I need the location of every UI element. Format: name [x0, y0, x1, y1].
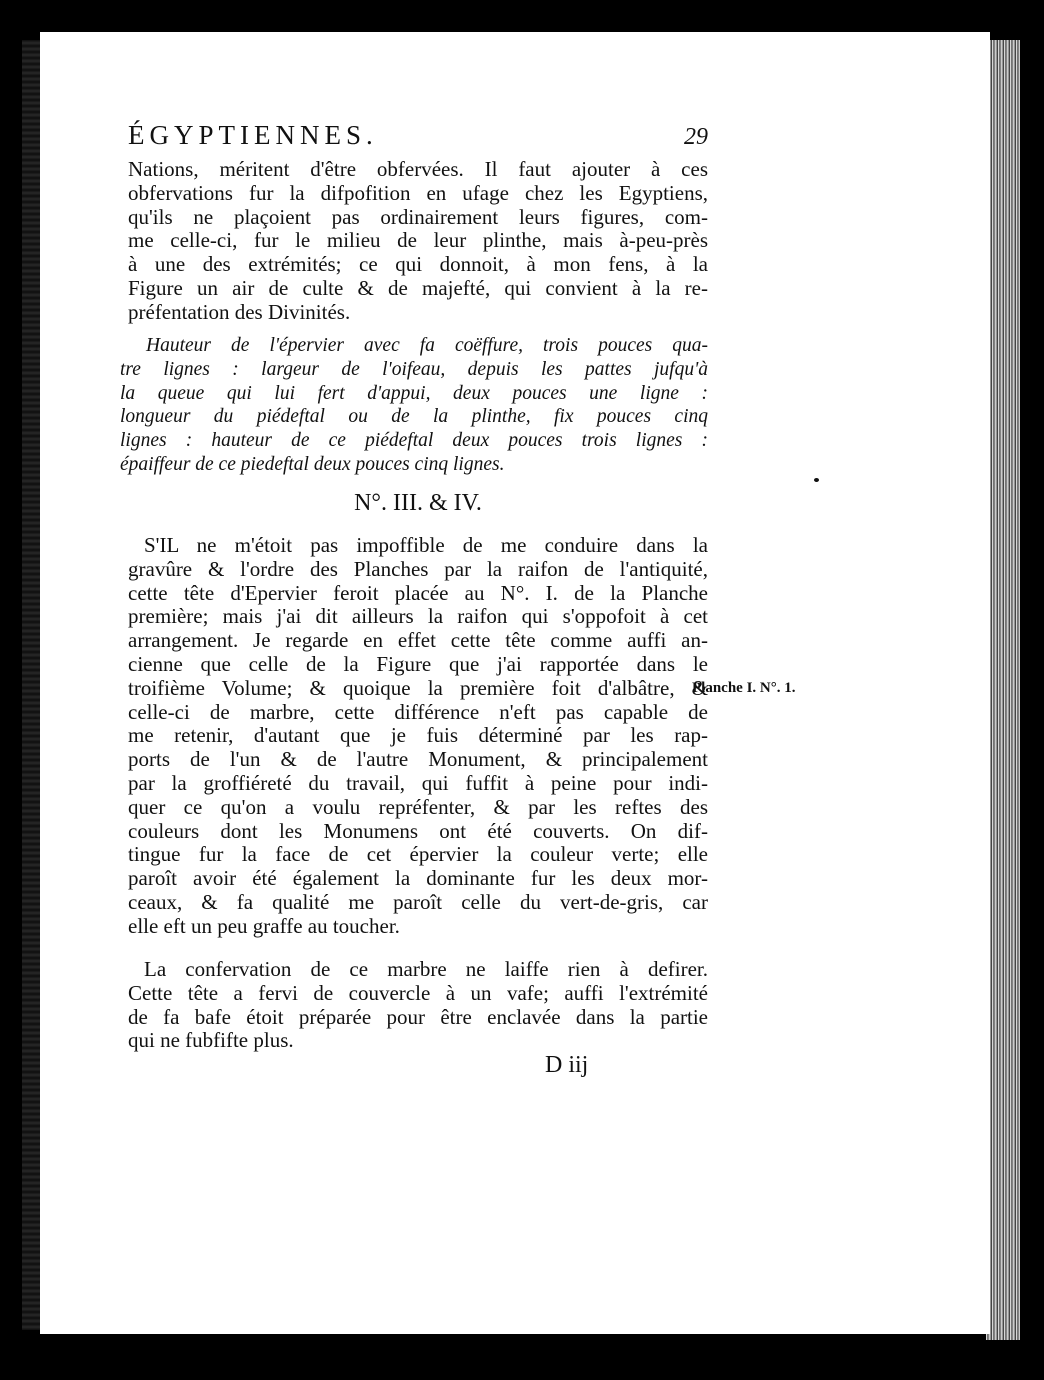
page-header [128, 120, 708, 156]
paragraph-1-line: Figure un air de culte & de majefté, qui convient à la re- [128, 275, 708, 300]
paragraph-2-line: quer ce qu'on a voulu repréfenter, & par les reftes des [128, 794, 708, 819]
measurements-line: lignes : hauteur de ce piédeftal deux pouces trois lignes : [120, 430, 708, 452]
page-stack-edge [986, 40, 1020, 1340]
paragraph-2-line: elle eft un peu graffe au toucher. [128, 913, 400, 938]
paragraph-3 [128, 958, 708, 1053]
paragraph-3-line: Cette tête a fervi de couvercle à un vafe; auffi l'extrémité [128, 980, 708, 1005]
paragraph-1 [128, 158, 708, 325]
paragraph-3-line: La confervation de ce marbre ne laiffe rien à defirer. [144, 957, 708, 981]
measurements-line: épaiffeur de ce piedeftal deux pouces cinq lignes. [120, 453, 505, 475]
page-number: 29 [684, 124, 708, 150]
paragraph-2-line: tingue fur la face de cet épervier la couleur verte; elle [128, 842, 708, 867]
paragraph-2-line: celle-ci de marbre, cette différence n'eft pas capable de [128, 699, 708, 724]
paragraph-2-line: ceaux, & fa qualité me paroît celle du vert-de-gris, car [128, 889, 708, 914]
paragraph-2-line: paroît avoir été également la dominante fur les deux mor- [128, 866, 708, 891]
paragraph-3-line: qui ne fubfifte plus. [128, 1028, 294, 1053]
paragraph-2-line: gravûre & l'ordre des Planches par la raifon de l'antiquité, [128, 556, 708, 581]
paragraph-2-line: par la groffiéreté du travail, qui fuffit à peine pour indi- [128, 770, 708, 795]
margin-note: Planche I. N°. 1. [692, 680, 796, 696]
paragraph-2-line: cette tête d'Epervier feroit placée au N°. I. de la Planche [128, 580, 708, 605]
paragraph-2-line: ports de l'un & de l'autre Monument, & principalement [128, 747, 708, 772]
paragraph-2-line: troifième Volume; & quoique la première foit d'albâtre, & [128, 675, 708, 700]
paragraph-1-line: Nations, méritent d'être obfervées. Il faut ajouter à ces [128, 157, 708, 181]
paragraph-2-line: me retenir, d'autant que je fuis déterminé par les rap- [128, 723, 708, 748]
paragraph-1-line: à une des extrémités; ce qui donnoit, à mon fens, à la [128, 252, 708, 277]
measurements-line: la queue qui lui fert d'appui, deux pouces une ligne : [120, 382, 708, 404]
paragraph-2-line: cienne que celle de la Figure que j'ai rapportée dans le [128, 651, 708, 676]
section-heading: N°. III. & IV. [354, 490, 482, 516]
paragraph-1-line: me celle-ci, fur le milieu de leur plinthe, mais à-peu-près [128, 228, 708, 253]
paragraph-2-line: arrangement. Je regarde en effet cette tête comme auffi an- [128, 628, 708, 653]
paragraph-2-line: première; mais j'ai dit ailleurs la raifon qui s'oppofoit à cet [128, 604, 708, 629]
measurements-line: longueur du piédeftal ou de la plinthe, fix pouces cinq [120, 406, 708, 428]
paragraph-2 [128, 534, 708, 939]
measurements-line: tre lignes : largeur de l'oifeau, depuis les pattes jufqu'à [120, 358, 708, 380]
measurements-line: Hauteur de l'épervier avec fa coëffure, trois pouces qua- [146, 335, 708, 356]
paragraph-1-line: qu'ils ne plaçoient pas ordinairement leurs figures, com- [128, 204, 708, 229]
signature-mark: D iij [545, 1052, 589, 1078]
paragraph-1-line: préfentation des Divinités. [128, 299, 351, 324]
paragraph-3-line: de fa bafe étoit préparée pour être enclavée dans la partie [128, 1004, 708, 1029]
paragraph-2-line: couleurs dont les Monumens ont été couverts. On dif- [128, 818, 708, 843]
ink-speck [814, 478, 819, 482]
running-head: ÉGYPTIENNES. [128, 120, 378, 150]
measurements-paragraph [120, 334, 708, 477]
paragraph-2-line: S'IL ne m'étoit pas impoffible de me conduire dans la [144, 533, 708, 557]
paragraph-1-line: obfervations fur la difpofition en ufage chez les Egyptiens, [128, 180, 708, 205]
